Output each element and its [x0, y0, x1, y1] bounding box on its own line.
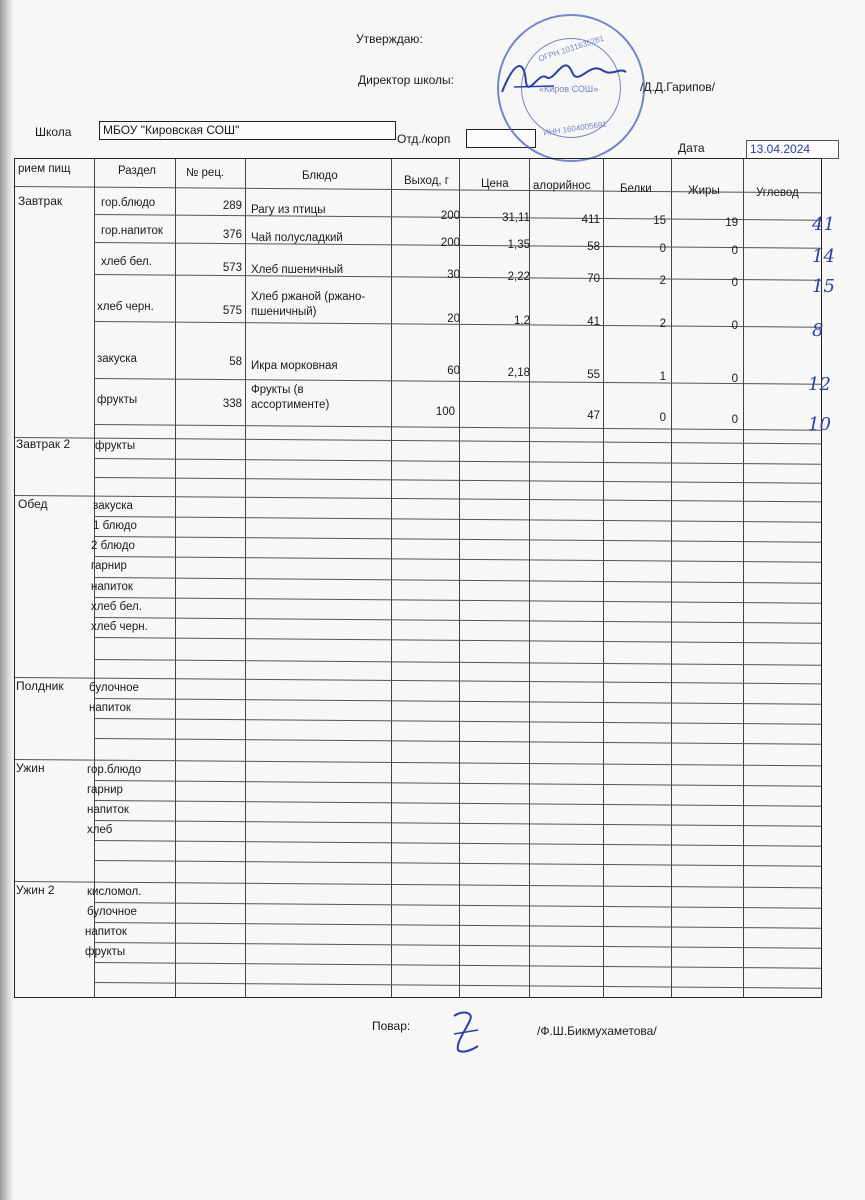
- section-cell: гарнир: [87, 784, 123, 796]
- table-rule: [94, 577, 821, 584]
- section-cell: хлеб черн.: [91, 621, 148, 633]
- col-recipe: № рец.: [186, 167, 225, 179]
- recipe-cell: 376: [222, 229, 242, 241]
- section-cell: напиток: [89, 702, 131, 714]
- kcal-cell: 47: [587, 410, 600, 422]
- recipe-cell: 575: [222, 305, 242, 317]
- meal-label: Обед: [18, 497, 48, 511]
- recipe-cell: 338: [222, 398, 242, 410]
- section-cell: 1 блюдо: [93, 520, 137, 532]
- output-cell: 30: [447, 269, 460, 281]
- table-rule: [94, 556, 821, 563]
- table-rule: [94, 597, 821, 604]
- table-rule: [94, 659, 821, 666]
- col-dish: Блюдо: [302, 170, 338, 182]
- protein-cell: 1: [659, 371, 666, 383]
- table-rule: [15, 437, 821, 444]
- table-rule: [94, 718, 821, 725]
- section-cell: хлеб бел.: [101, 256, 152, 268]
- section-cell: кисломол.: [87, 886, 142, 898]
- meal-label: Завтрак 2: [16, 437, 71, 451]
- col-fat: Жиры: [688, 185, 720, 197]
- table-rule: [15, 495, 821, 502]
- section-cell: 2 блюдо: [91, 540, 135, 552]
- carb-cell: 12: [808, 374, 831, 395]
- table-rule: [94, 536, 821, 543]
- kcal-cell: 70: [587, 273, 600, 285]
- seal-ogrn: ОГРН 1031635281: [537, 33, 606, 64]
- section-cell: хлеб бел.: [91, 601, 142, 613]
- school-label: Школа: [35, 125, 72, 139]
- table-rule: [94, 617, 821, 624]
- table-rule: [94, 458, 821, 465]
- protein-cell: 2: [659, 318, 666, 330]
- dish-cell: Хлеб ржаной (ржано-пшеничный): [251, 291, 366, 318]
- table-rule: [94, 962, 821, 969]
- section-cell: гарнир: [91, 560, 127, 572]
- seal-inn: ИНН 1604005691: [542, 119, 608, 138]
- department-label: Отд./корп: [397, 132, 451, 146]
- table-rule: [94, 637, 821, 644]
- section-cell: фрукты: [85, 946, 126, 958]
- fat-cell: 0: [731, 414, 738, 426]
- table-rule: [94, 516, 821, 523]
- dish-cell: Хлеб пшеничный: [251, 264, 344, 276]
- fat-cell: 0: [731, 320, 738, 332]
- dish-cell: Икра морковная: [251, 360, 338, 372]
- protein-cell: 15: [653, 215, 666, 227]
- section-cell: булочное: [87, 906, 137, 918]
- section-cell: напиток: [85, 926, 127, 938]
- cook-name: /Ф.Ш.Бикмухаметова/: [537, 1024, 657, 1038]
- director-name: /Д.Д.Гарипов/: [640, 80, 716, 94]
- price-cell: 31,11: [502, 212, 530, 224]
- section-cell: гор.напиток: [101, 225, 163, 237]
- table-rule: [94, 820, 821, 827]
- protein-cell: 0: [659, 412, 666, 424]
- section-cell: хлеб черн.: [97, 301, 154, 313]
- carb-cell: 14: [812, 246, 835, 267]
- price-cell: 2,22: [507, 271, 530, 283]
- date-label: Дата: [678, 141, 705, 155]
- section-cell: хлеб: [87, 824, 113, 836]
- kcal-cell: 58: [587, 241, 600, 253]
- meal-label: Завтрак: [18, 194, 63, 208]
- output-cell: 200: [440, 210, 460, 222]
- kcal-cell: 41: [587, 316, 600, 328]
- meal-label: Ужин 2: [16, 883, 55, 897]
- dish-cell: Фрукты (в ассортименте): [251, 384, 330, 411]
- cook-signature-icon: [448, 1006, 488, 1058]
- col-meal: рием пищ: [18, 163, 71, 175]
- recipe-cell: 289: [222, 200, 242, 212]
- scan-edge-shadow: [0, 0, 14, 1200]
- section-cell: напиток: [87, 804, 129, 816]
- col-carb: Углевод: [756, 187, 799, 199]
- date-field[interactable]: [746, 140, 839, 159]
- director-signature-icon: [494, 42, 634, 112]
- fat-cell: 19: [725, 217, 738, 229]
- output-cell: 60: [447, 365, 460, 377]
- output-cell: 20: [447, 313, 460, 325]
- col-protein: Белки: [620, 183, 652, 195]
- section-cell: гор.блюдо: [101, 197, 156, 209]
- cook-label: Повар:: [372, 1019, 411, 1033]
- col-output: Выход, г: [404, 175, 449, 187]
- col-kcal: алорийнос: [533, 180, 591, 192]
- protein-cell: 2: [659, 275, 666, 287]
- table-rule: [94, 800, 821, 807]
- col-price: Цена: [481, 178, 509, 190]
- date-value: 13.04.2024: [750, 142, 811, 156]
- kcal-cell: 55: [587, 369, 600, 381]
- section-cell: гор.блюдо: [87, 764, 142, 776]
- price-cell: 1,35: [507, 239, 530, 251]
- director-label: Директор школы:: [358, 73, 454, 87]
- price-cell: 1,2: [514, 315, 530, 327]
- fat-cell: 0: [731, 245, 738, 257]
- fat-cell: 0: [731, 373, 738, 385]
- dish-cell: Чай полусладкий: [251, 232, 343, 244]
- section-cell: фрукты: [97, 394, 138, 406]
- carb-cell: 15: [812, 276, 835, 297]
- table-rule: [94, 922, 821, 929]
- recipe-cell: 58: [229, 356, 242, 368]
- col-section: Раздел: [118, 165, 157, 177]
- carb-cell: 41: [812, 214, 835, 235]
- recipe-cell: 573: [222, 262, 242, 274]
- section-cell: закуска: [97, 353, 137, 365]
- section-cell: закуска: [93, 500, 133, 512]
- school-field[interactable]: МБОУ "Кировская СОШ": [99, 121, 396, 140]
- output-cell: 100: [435, 406, 455, 418]
- table-rule: [94, 860, 821, 867]
- table-rule: [94, 942, 821, 949]
- protein-cell: 0: [659, 243, 666, 255]
- carb-cell: 10: [808, 414, 831, 435]
- meal-label: Ужин: [16, 761, 45, 775]
- fat-cell: 0: [731, 277, 738, 289]
- output-cell: 200: [440, 237, 460, 249]
- table-rule: [94, 840, 821, 847]
- table-rule: [94, 902, 821, 909]
- dish-cell: Рагу из птицы: [251, 204, 326, 216]
- section-cell: фрукты: [95, 440, 136, 452]
- price-cell: 2,18: [507, 367, 530, 379]
- table-rule: [94, 477, 821, 484]
- table-rule: [94, 738, 821, 745]
- section-cell: напиток: [91, 581, 133, 593]
- table-rule: [94, 698, 821, 705]
- table-rule: [94, 982, 821, 989]
- approve-label: Утверждаю:: [356, 32, 423, 46]
- section-cell: булочное: [89, 682, 139, 694]
- carb-cell: 8: [812, 320, 824, 341]
- table-rule: [94, 780, 821, 787]
- meal-label: Полдник: [16, 679, 64, 693]
- seal-center: «Киров СОШ»: [539, 84, 599, 94]
- kcal-cell: 411: [581, 214, 600, 226]
